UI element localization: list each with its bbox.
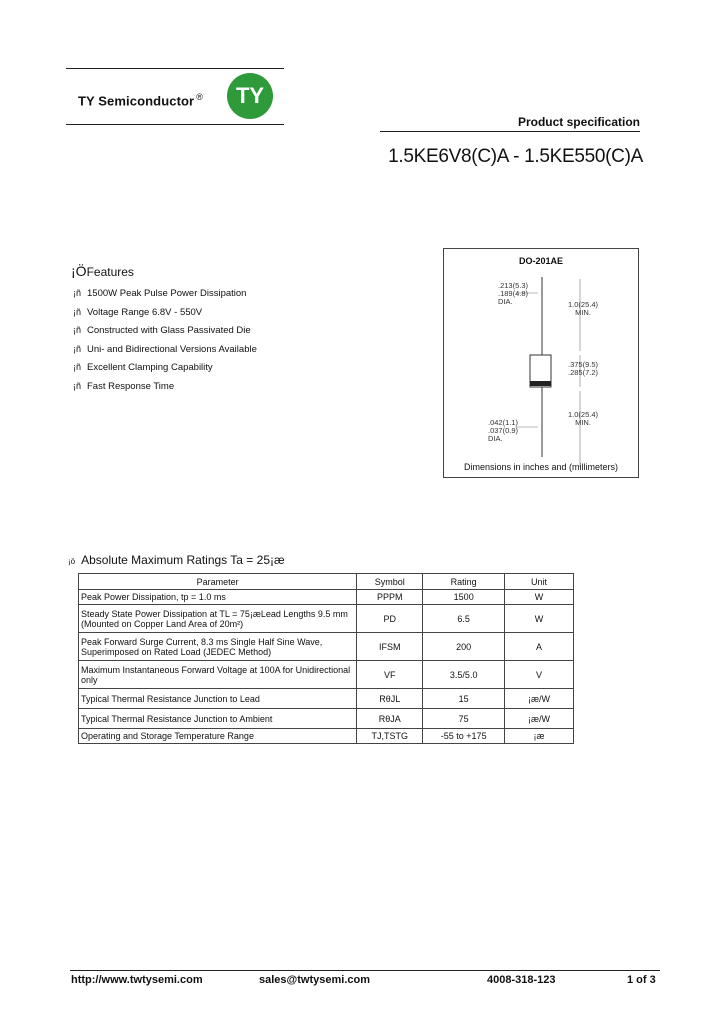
unit-cell: W <box>505 605 574 633</box>
feature-text: Excellent Clamping Capability <box>87 362 213 374</box>
wire-diameter-label: .042(1.1) .037(0.9) DIA. <box>488 418 519 443</box>
footer-website[interactable]: http://www.twtysemi.com <box>71 974 203 986</box>
product-specification-label: Product specification <box>517 115 640 129</box>
feature-bullet: ¡ñ <box>73 362 82 373</box>
feature-bullet: ¡ñ <box>73 380 82 391</box>
parameter-cell: Peak Power Dissipation, tp = 1.0 ms <box>79 590 357 605</box>
feature-text: 1500W Peak Pulse Power Dissipation <box>87 288 247 299</box>
dimensions-caption: Dimensions in inches and (millimeters) <box>463 462 619 472</box>
parameter-cell: Steady State Power Dissipation at TL = 75¡æLead Lengths 9.5 mm (Mounted on Copper Land Area of 20m²) <box>79 605 357 633</box>
footer-email[interactable]: sales@twtysemi.com <box>259 974 370 986</box>
rating-cell: 1500 <box>423 590 505 605</box>
ratings-table <box>78 573 574 744</box>
table-row <box>79 661 574 689</box>
part-number-title: 1.5KE6V8(C)A - 1.5KE550(C)A <box>388 146 643 167</box>
lead-diameter-label: .213(5.3) .189(4.8) DIA. <box>498 281 529 306</box>
package-name: DO-201AE <box>518 256 563 266</box>
table-row <box>79 605 574 633</box>
logo-text: TY <box>235 83 265 108</box>
symbol-cell: TJ,TSTG <box>357 729 423 744</box>
table-row <box>79 633 574 661</box>
header-rule-top <box>66 68 284 69</box>
feature-bullet: ¡ñ <box>73 288 82 298</box>
feature-text: Constructed with Glass Passivated Die <box>87 325 251 337</box>
parameter-cell: Operating and Storage Temperature Range <box>79 729 357 744</box>
footer-page-number: 1 of 3 <box>627 974 656 986</box>
feature-item <box>73 306 257 325</box>
rating-cell: 75 <box>423 709 505 729</box>
unit-cell: A <box>505 633 574 661</box>
ratings-heading-bullet: ¡ö <box>68 557 76 566</box>
unit-cell: ¡æ <box>505 729 574 744</box>
rating-cell: 15 <box>423 689 505 709</box>
table-row <box>79 709 574 729</box>
symbol-cell: PD <box>357 605 423 633</box>
unit-cell: W <box>505 590 574 605</box>
features-heading-text: Features <box>86 265 134 279</box>
features-heading-bullet: ¡Ö <box>71 263 87 279</box>
trademark-symbol: ® <box>196 92 203 102</box>
unit-cell: ¡æ/W <box>505 709 574 729</box>
symbol-cell: IFSM <box>357 633 423 661</box>
lead-length-top-label: 1.0(25.4) MIN. <box>568 300 599 317</box>
body-length-label: .375(9.5) .285(7.2) <box>568 360 599 377</box>
features-list <box>73 287 257 399</box>
cathode-band <box>530 381 551 386</box>
feature-item <box>73 343 257 362</box>
feature-bullet: ¡ñ <box>73 306 82 317</box>
table-row <box>79 689 574 709</box>
feature-item <box>73 361 257 380</box>
feature-item <box>73 287 257 306</box>
feature-text: Uni- and Bidirectional Versions Available <box>87 343 257 355</box>
footer-phone: 4008-318-123 <box>487 974 556 986</box>
features-heading <box>71 263 134 279</box>
feature-text: Voltage Range 6.8V - 550V <box>87 306 203 318</box>
package-drawing <box>444 249 640 479</box>
rating-cell: -55 to +175 <box>423 729 505 744</box>
company-logo <box>227 73 273 119</box>
symbol-cell: RθJL <box>357 689 423 709</box>
header-rule-bottom <box>66 124 284 125</box>
unit-cell: ¡æ/W <box>505 689 574 709</box>
rating-cell: 6.5 <box>423 605 505 633</box>
footer-rule <box>70 970 660 971</box>
unit-cell: V <box>505 661 574 689</box>
ratings-heading <box>68 553 285 567</box>
feature-text: Fast Response Time <box>87 380 175 392</box>
symbol-cell: RθJA <box>357 709 423 729</box>
table-header-row <box>79 574 574 590</box>
column-header: Parameter <box>79 574 357 590</box>
feature-bullet: ¡ñ <box>73 325 82 336</box>
parameter-cell: Maximum Instantaneous Forward Voltage at 100A for Unidirectional only <box>79 661 357 689</box>
feature-item <box>73 380 257 399</box>
symbol-cell: PPPM <box>357 590 423 605</box>
lead-length-bottom-label: 1.0(25.4) MIN. <box>568 410 599 427</box>
ratings-heading-text: Absolute Maximum Ratings Ta = 25¡æ <box>81 553 285 567</box>
column-header: Rating <box>423 574 505 590</box>
parameter-cell: Typical Thermal Resistance Junction to Ambient <box>79 709 357 729</box>
parameter-cell: Peak Forward Surge Current, 8.3 ms Single Half Sine Wave, Superimposed on Rated Load (JEDEC Method) <box>79 633 357 661</box>
symbol-cell: VF <box>357 661 423 689</box>
feature-item <box>73 324 257 343</box>
company-name-text: TY Semiconductor <box>78 93 195 109</box>
spec-rule <box>380 131 640 132</box>
table-row <box>79 590 574 605</box>
company-name <box>78 92 203 108</box>
rating-cell: 200 <box>423 633 505 661</box>
table-row <box>79 729 574 744</box>
feature-bullet: ¡ñ <box>73 343 82 354</box>
column-header: Unit <box>505 574 574 590</box>
column-header: Symbol <box>357 574 423 590</box>
parameter-cell: Typical Thermal Resistance Junction to Lead <box>79 689 357 709</box>
rating-cell: 3.5/5.0 <box>423 661 505 689</box>
package-outline-box <box>443 248 639 478</box>
